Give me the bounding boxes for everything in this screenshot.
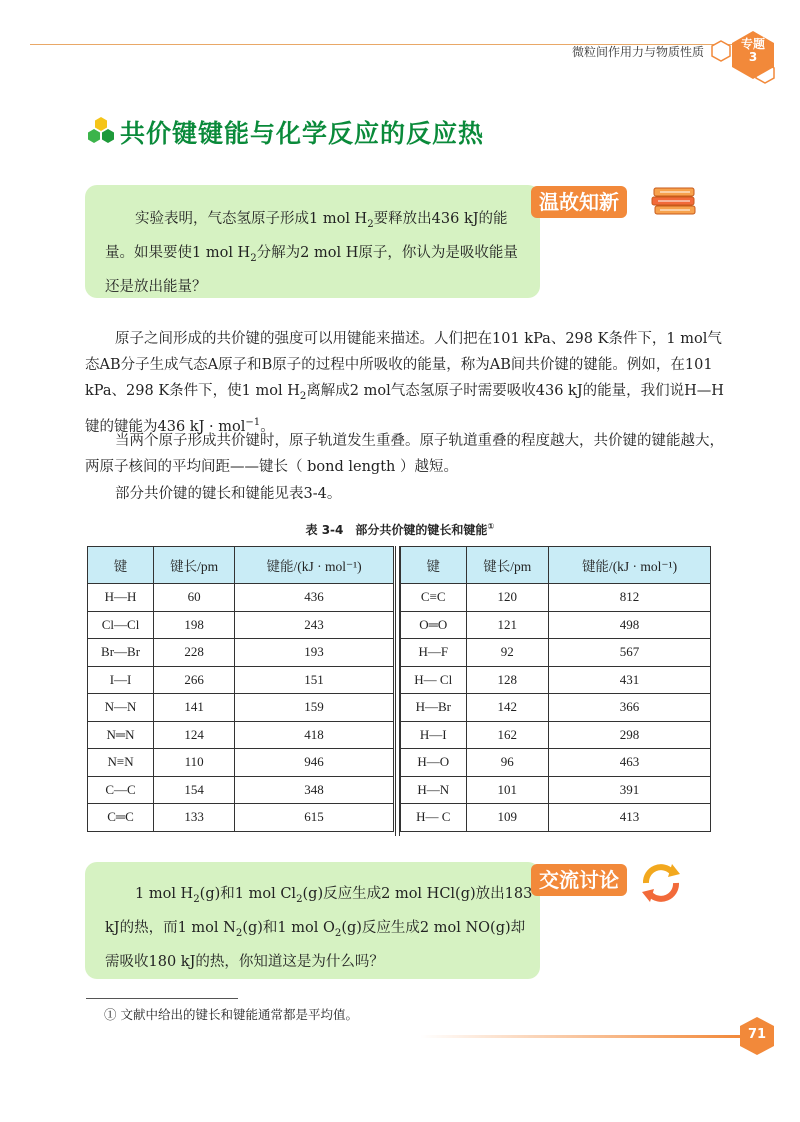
bond-length-cell: 133 xyxy=(154,804,235,832)
bond-energy-cell: 159 xyxy=(235,694,394,722)
discussion-question: 1 mol $H_2(g)$和1 mol $Cl_2(g)$反应生成2 mol HCl(g)放出183 kJ的热，而1 mol $N_2(g)$和1 mol $O_2(g)$反应生成2 mol NO(g)却需吸收180 kJ的热，你知道这是为什么吗？ xyxy=(105,886,533,970)
bond-length-cell: 60 xyxy=(154,584,235,612)
bond-cell: O═O xyxy=(401,611,467,639)
bond-energy-cell: 413 xyxy=(549,804,711,832)
bond-energy-cell: 298 xyxy=(549,721,711,749)
cycle-arrows-icon xyxy=(636,858,686,908)
bond-cell: H—Br xyxy=(401,694,467,722)
bond-cell: H—H xyxy=(88,584,154,612)
bond-table-left xyxy=(87,546,394,832)
footnote-rule xyxy=(86,998,238,999)
review-tab: 温故知新 xyxy=(531,186,627,218)
bond-cell: C—C xyxy=(88,776,154,804)
table-row xyxy=(88,666,394,694)
bond-cell: H— C xyxy=(401,804,467,832)
section-title: 共价键键能与化学反应的反应热 xyxy=(120,119,485,148)
header-bond: 键 xyxy=(88,547,154,584)
bond-cell: C═C xyxy=(88,804,154,832)
bond-cell: H—N xyxy=(401,776,467,804)
bond-energy-cell: 615 xyxy=(235,804,394,832)
bond-length-cell: 101 xyxy=(466,776,549,804)
bond-length-cell: 266 xyxy=(154,666,235,694)
header-length: 键长/pm xyxy=(154,547,235,584)
table-row xyxy=(401,584,711,612)
bond-cell: H—F xyxy=(401,639,467,667)
bond-energy-cell: 463 xyxy=(549,749,711,777)
bond-energy-cell: 193 xyxy=(235,639,394,667)
bond-cell: H—O xyxy=(401,749,467,777)
bond-length-cell: 198 xyxy=(154,611,235,639)
chapter-badge xyxy=(730,38,776,64)
bond-energy-cell: 366 xyxy=(549,694,711,722)
bond-energy-cell: 243 xyxy=(235,611,394,639)
bond-length-cell: 110 xyxy=(154,749,235,777)
table-row xyxy=(401,776,711,804)
bond-energy-cell: 498 xyxy=(549,611,711,639)
header-energy: 键能/(kJ · mol⁻¹) xyxy=(235,547,394,584)
table-row xyxy=(401,804,711,832)
bond-cell: I—I xyxy=(88,666,154,694)
discussion-tab: 交流讨论 xyxy=(531,864,627,896)
table-row xyxy=(401,721,711,749)
chapter-title: 微粒间作用力与物质性质 xyxy=(571,45,704,59)
bond-energy-cell: 436 xyxy=(235,584,394,612)
table-row xyxy=(88,776,394,804)
review-question: 实验表明，气态氢原子形成1 mol $H_2$要释放出436 kJ的能量。如果要使1 mol $H_2$分解为2 mol H原子，你认为是吸收能量还是放出能量？ xyxy=(105,211,518,295)
footer-rule xyxy=(420,1035,740,1038)
header-bond: 键 xyxy=(401,547,467,584)
bond-cell: N≡N xyxy=(88,749,154,777)
table-row xyxy=(88,721,394,749)
table-row xyxy=(401,694,711,722)
bond-length-cell: 154 xyxy=(154,776,235,804)
badge-number: 3 xyxy=(748,50,758,64)
header-length: 键长/pm xyxy=(466,547,549,584)
bond-length-cell: 121 xyxy=(466,611,549,639)
table-row xyxy=(88,639,394,667)
table-row xyxy=(88,584,394,612)
bond-length-cell: 120 xyxy=(466,584,549,612)
badge-label: 专题 xyxy=(740,37,765,51)
table-row xyxy=(88,611,394,639)
bond-energy-cell: 391 xyxy=(549,776,711,804)
bond-energy-cell: 946 xyxy=(235,749,394,777)
bond-cell: H—I xyxy=(401,721,467,749)
bond-length-cell: 96 xyxy=(466,749,549,777)
bond-energy-cell: 418 xyxy=(235,721,394,749)
paragraph-table-ref: 部分共价键的键长和键能见表3-4。 xyxy=(115,486,342,502)
hexagon-outline-icon xyxy=(710,40,732,62)
table-row xyxy=(88,749,394,777)
paragraph-bond-energy: 原子之间形成的共价键的强度可以用键能来描述。人们把在101 kPa、298 K条件下，1 mol气态AB分子生成气态A原子和B原子的过程中所吸收的能量，称为AB间共价键的键能。例如，在101 kPa、298 K条件下，使1 mol $H_2$离解成2 mol气态氢原子时需要吸收436 kJ的能量，我们说H—H键的键能为436 kJ · mol$^{-1}$。 xyxy=(85,331,724,435)
bond-length-cell: 142 xyxy=(466,694,549,722)
bond-cell: C≡C xyxy=(401,584,467,612)
bond-energy-cell: 348 xyxy=(235,776,394,804)
table-row xyxy=(88,804,394,832)
bond-table-right xyxy=(400,546,711,832)
bond-cell: H— Cl xyxy=(401,666,467,694)
table-row xyxy=(401,611,711,639)
bond-length-cell: 124 xyxy=(154,721,235,749)
footnote: ① 文献中给出的键长和键能通常都是平均值。 xyxy=(104,1007,358,1022)
bond-cell: Cl—Cl xyxy=(88,611,154,639)
paragraph-bond-length: 当两个原子形成共价键时，原子轨道发生重叠。原子轨道重叠的程度越大，共价键的键能越大，两原子核间的平均间距——键长（ bond length ）越短。 xyxy=(85,433,724,475)
bond-length-cell: 128 xyxy=(466,666,549,694)
hexagon-cluster-icon xyxy=(86,116,116,144)
bond-length-cell: 141 xyxy=(154,694,235,722)
page-number: 71 xyxy=(747,1027,767,1042)
bond-energy-cell: 812 xyxy=(549,584,711,612)
bond-cell: Br—Br xyxy=(88,639,154,667)
bond-length-cell: 109 xyxy=(466,804,549,832)
bond-energy-cell: 567 xyxy=(549,639,711,667)
bond-length-cell: 92 xyxy=(466,639,549,667)
bond-cell: N═N xyxy=(88,721,154,749)
table-caption: 表 3-4 部分共价键的键长和键能① xyxy=(305,521,495,537)
table-row xyxy=(401,666,711,694)
table-row xyxy=(401,639,711,667)
bond-table xyxy=(87,546,711,836)
header-energy: 键能/(kJ · mol⁻¹) xyxy=(549,547,711,584)
bond-length-cell: 162 xyxy=(466,721,549,749)
books-icon xyxy=(650,180,700,222)
bond-length-cell: 228 xyxy=(154,639,235,667)
header-rule xyxy=(30,4,740,45)
bond-energy-cell: 151 xyxy=(235,666,394,694)
bond-cell: N—N xyxy=(88,694,154,722)
table-row xyxy=(88,694,394,722)
table-row xyxy=(401,749,711,777)
small-hexagon-icon xyxy=(754,62,776,84)
bond-energy-cell: 431 xyxy=(549,666,711,694)
